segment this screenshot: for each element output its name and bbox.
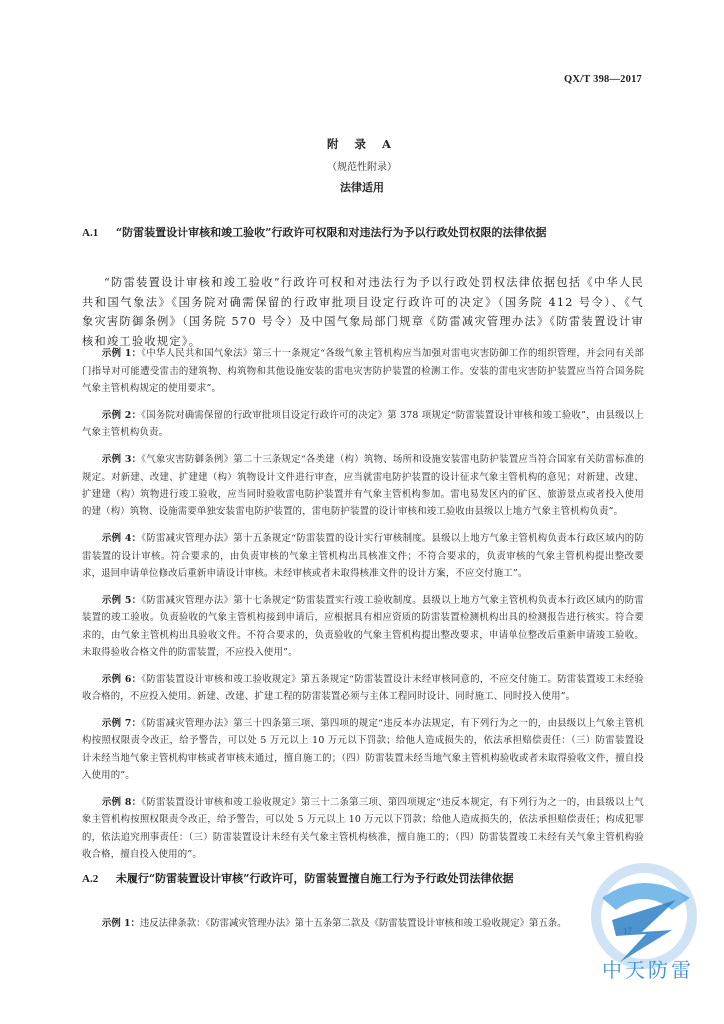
example-label: 示例 7： xyxy=(102,718,142,730)
example-paragraph xyxy=(82,715,644,785)
example-text: 《防雷装置设计审核和竣工验收规定》第五条规定“防雷装置设计未经审核同意的，不应交付施工。防雷装置竣工未经验收合格的，不应投入使用。新建、改建、扩建工程的防雷装置必须与主体工程同时设计、同时施工、同时投入使用”。 xyxy=(82,673,644,703)
watermark-logo-icon xyxy=(572,858,722,1024)
standard-code: QX/T 398—2017 xyxy=(564,74,642,85)
example-label: 示例 8： xyxy=(102,797,142,809)
example-label: 示例 6： xyxy=(102,673,142,685)
example-text: 《防雷减灾管理办法》第十七条规定“防雷装置实行竣工验收制度。县级以上地方气象主管机构负责本行政区域内的防雷装置的竣工验收。负责验收的气象主管机构接到申请后，应根据具有相应资质的防雷装置检测机构出具的检测报告进行核实。符合要求的，由气象主管机构出具验收文件。不符合要求的，负责验收的气象主管机构提出整改要求，申请单位整改后重新申请竣工验收。未取得验收合格文件的防雷装置，不应投入使用”。 xyxy=(82,594,644,659)
appendix-subtitle: 法律适用 xyxy=(340,181,384,194)
example-paragraph xyxy=(82,407,644,442)
example-paragraph xyxy=(82,794,644,864)
example-paragraph xyxy=(82,671,644,706)
example-paragraph xyxy=(82,451,644,521)
example-text: 《国务院对确需保留的行政审批项目设定行政许可的决定》第 378 项规定“防雷装置设计审核和竣工验收”，由县级以上气象主管机构负责。 xyxy=(82,410,644,439)
example-text: 《中华人民共和国气象法》第三十一条规定“各级气象主管机构应当加强对雷电灾害防御工作的组织管理，并会同有关部门指导对可能遭受雷击的建筑物、构筑物和其他设施安装的雷电灾害防护装置的检测工作。安装的雷电灾害防护装置应当符合国务院气象主管机构规定的使用要求”。 xyxy=(82,348,644,395)
section-a2-heading xyxy=(82,870,652,886)
example-label: 示例 4： xyxy=(102,533,142,545)
example-text: 《防雷减灾管理办法》第十五条规定“防雷装置的设计实行审核制度。县级以上地方气象主管机构负责本行政区域内的防雷装置的设计审核。符合要求的，由负责审核的气象主管机构出具核准文件；不符合要求的，负责审核的气象主管机构提出整改要求，退回申请单位修改后重新申请设计审核。未经审核或者未取得核准文件的设计方案，不应交付施工”。 xyxy=(82,533,644,580)
section-a1-number: A.1 xyxy=(82,227,99,239)
example-label: 示例 5： xyxy=(102,594,142,606)
section-a1-title: “防雷装置设计审核和竣工验收”行政许可权限和对违法行为予以行政处罚权限的法律依据 xyxy=(115,226,547,239)
example-text: 《气象灾害防御条例》第二十三条规定“各类建（构）筑物、场所和设施安装雷电防护装置应当符合国家有关防雷标准的规定。对新建、改建、扩建建（构）筑物设计文件进行审查，应当就雷电防护装置的设计征求气象主管机构的意见；对新建、改建、扩建建（构）筑物进行竣工验收，应当同时验收雷电防护装置并有气象主管机构参加。雷电易发区内的矿区、旅游景点或者投入使用的建（构）筑物、设施需要单独安装雷电防护装置的，雷电防护装置的设计审核和竣工验收由县级以上地方气象主管机构负责”。 xyxy=(82,454,644,518)
example-text: 《防雷装置设计审核和竣工验收规定》第三十二条第三项、第四项规定“违反本规定，有下列行为之一的，由县级以上气象主管机构按照权限责令改正，给予警告，可以处 5 万元以上 10 万元以下罚款；给他人造成损失的，依法承担赔偿责任；构成犯罪的，依法追究刑事责任：（三）防雷装置设计未经有关气象主管机构核准，擅自施工的；（四）防雷装置竣工未经有关气象主管机构验收合格，擅自投入使用的”。 xyxy=(82,797,644,861)
example-paragraph xyxy=(82,592,644,662)
appendix-type: （规范性附录） xyxy=(327,162,397,173)
section-a2-number: A.2 xyxy=(82,873,99,885)
appendix-title: 附 录 A xyxy=(327,137,397,151)
example-label: 示例 2： xyxy=(102,410,142,421)
watermark-text: 中天防雷 xyxy=(602,958,694,982)
example-label: 示例 1： xyxy=(102,348,142,360)
section-a2-title: 未履行“防雷装置设计审核”行政许可，防雷装置擅自施工行为予行政处罚法律依据 xyxy=(115,872,514,885)
section-a1-intro: “防雷装置设计审核和竣工验收”行政许可权和对违法行为予以行政处罚权法律依据包括《中华人民共和国气象法》《国务院对确需保留的行政审批项目设定行政许可的决定》（国务院 412 号令）、《气象灾害防御条例》（国务院 570 号令）及中国气象局部门规章《防雷减灾管理办法》《防雷装置设计审核和竣工验收规定》。 xyxy=(82,276,644,348)
example-label: 示例 3： xyxy=(102,454,142,466)
example-text: 违反法律条款：《防雷减灾管理办法》第十五条第二款及《防雷装置设计审核和竣工验收规定》第五条。 xyxy=(139,918,567,930)
example-list xyxy=(82,336,644,864)
section-a2-example xyxy=(82,915,627,932)
example-paragraph xyxy=(82,530,644,582)
example-label: 示例 1： xyxy=(102,918,140,930)
section-a1-heading xyxy=(82,224,652,240)
example-text: 《防雷减灾管理办法》第三十四条第三项、第四项的规定“违反本办法规定，有下列行为之一的，由县级以上气象主管机构按照权限责令改正，给予警告，可以处 5 万元以上 10 万元以下罚款；给他人造成损失的，依法承担赔偿责任：（三）防雷装置设计未经当地气象主管机构审核或者审核未通过，擅自施工的；（四）防雷装置未经当地气象主管机构验收或者未取得验收文件，擅自投入使用的”。 xyxy=(82,718,644,782)
example-paragraph xyxy=(82,345,644,397)
